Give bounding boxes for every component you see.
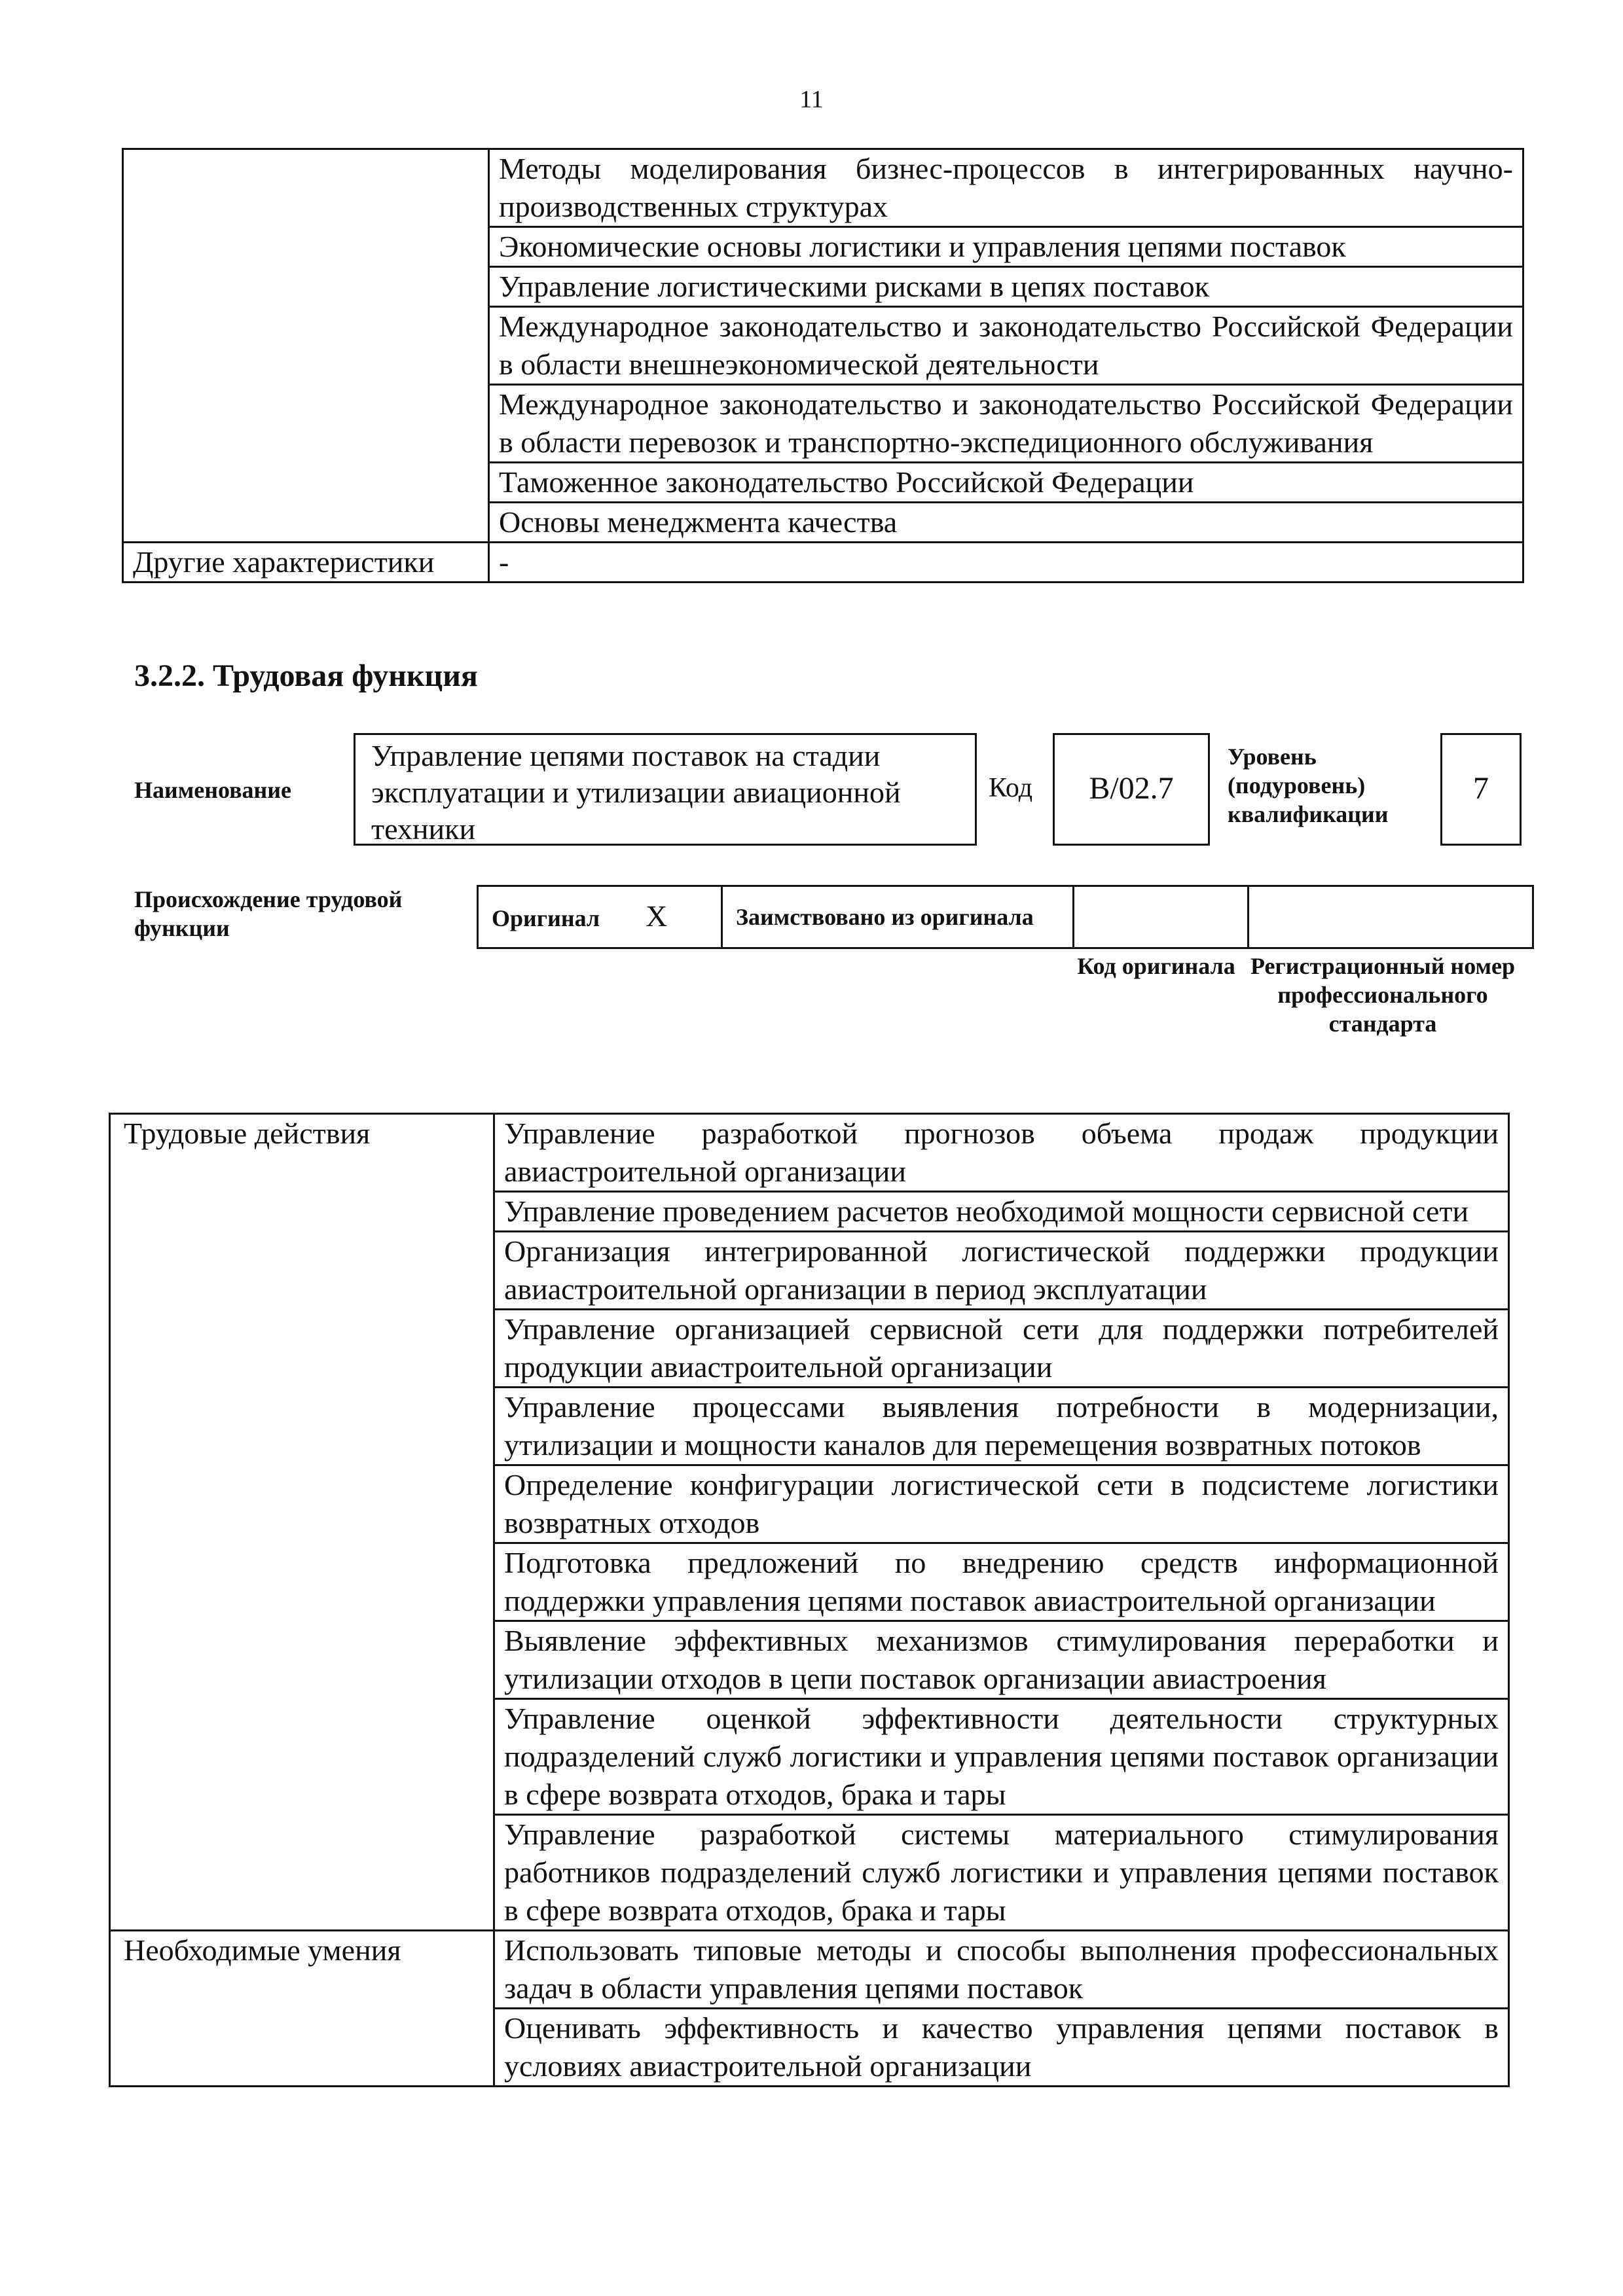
knowledge-item: Экономические основы логистики и управления цепями поставок (489, 227, 1523, 267)
borrowed-cell (722, 886, 1074, 948)
qualification-level-box: 7 (1440, 733, 1522, 846)
action-item: Управление оценкой эффективности деятельности структурных подразделений служб логистики и управления цепями поставок организации в сфере возврата отходов, брака и тары (494, 1699, 1509, 1815)
action-item: Выявление эффективных механизмов стимулирования переработки и утилизации отходов в цепи поставок организации авиастроения (494, 1621, 1509, 1699)
skills-label: Необходимые умения (110, 1931, 494, 2087)
function-code-label: Код (989, 773, 1033, 803)
skill-item: Оценивать эффективность и качество управления цепями поставок в условиях авиастроительной организации (494, 2009, 1509, 2087)
original-label: Оригинал (492, 905, 600, 931)
knowledge-table (122, 148, 1524, 583)
table-row (123, 149, 1523, 227)
knowledge-item: Основы менеджмента качества (489, 503, 1523, 543)
other-characteristics-label: Другие характеристики (123, 543, 489, 583)
original-mark: X (646, 899, 668, 933)
function-code-box: B/02.7 (1053, 733, 1210, 846)
table-row (478, 886, 1533, 948)
original-code-caption: Код оригинала (1077, 953, 1235, 979)
action-item: Управление разработкой прогнозов объема продаж продукции авиастроительной организации (494, 1114, 1509, 1192)
section-heading: 3.2.2. Трудовая функция (134, 658, 478, 693)
function-name-label: Наименование (134, 777, 291, 803)
qualification-level-label: Уровень (подуровень) квалификации (1228, 744, 1389, 827)
action-item: Управление процессами выявления потребности в модернизации, утилизации и мощности каналов для перемещения возвратных потоков (494, 1388, 1509, 1465)
original-cell (478, 886, 722, 948)
table-row (123, 543, 1523, 583)
origin-label: Происхождение трудовой функции (134, 886, 403, 941)
other-characteristics-value: - (489, 543, 1523, 583)
skill-item: Использовать типовые методы и способы выполнения профессиональных задач в области управления цепями поставок (494, 1931, 1509, 2009)
original-code-cell (1074, 886, 1249, 948)
knowledge-item: Международное законодательство и законодательство Российской Федерации в области внешнеэкономической деятельности (489, 307, 1523, 385)
action-item: Организация интегрированной логистической поддержки продукции авиастроительной организации в период эксплуатации (494, 1232, 1509, 1310)
table-row (110, 1931, 1509, 2009)
knowledge-item: Международное законодательство и законодательство Российской Федерации в области перевозок и транспортно-экспедиционного обслуживания (489, 385, 1523, 463)
action-item: Управление организацией сервисной сети для поддержки потребителей продукции авиастроительной организации (494, 1310, 1509, 1388)
table-row (110, 1114, 1509, 1192)
origin-table (477, 885, 1534, 949)
action-item: Подготовка предложений по внедрению средств информационной поддержки управления цепями поставок авиастроительной организации (494, 1543, 1509, 1621)
work-actions-table (109, 1113, 1510, 2087)
borrowed-label: Заимствовано из оригинала (736, 904, 1034, 930)
page-number: 11 (799, 86, 824, 113)
actions-label: Трудовые действия (110, 1114, 494, 1931)
action-item: Управление проведением расчетов необходимой мощности сервисной сети (494, 1192, 1509, 1232)
reg-number-cell (1249, 886, 1533, 948)
reg-number-caption: Регистрационный номер профессионального стандарта (1250, 953, 1516, 1037)
knowledge-label-cell (123, 149, 489, 543)
action-item: Управление разработкой системы материального стимулирования работников подразделений служб логистики и управления цепями поставок в сфере возврата отходов, брака и тары (494, 1815, 1509, 1931)
knowledge-item: Таможенное законодательство Российской Федерации (489, 463, 1523, 503)
action-item: Определение конфигурации логистической сети в подсистеме логистики возвратных отходов (494, 1465, 1509, 1543)
function-name-box: Управление цепями поставок на стадии эксплуатации и утилизации авиационной техники (354, 733, 977, 846)
knowledge-item: Управление логистическими рисками в цепях поставок (489, 267, 1523, 307)
knowledge-item: Методы моделирования бизнес-процессов в интегрированных научно-производственных структурах (489, 149, 1523, 227)
